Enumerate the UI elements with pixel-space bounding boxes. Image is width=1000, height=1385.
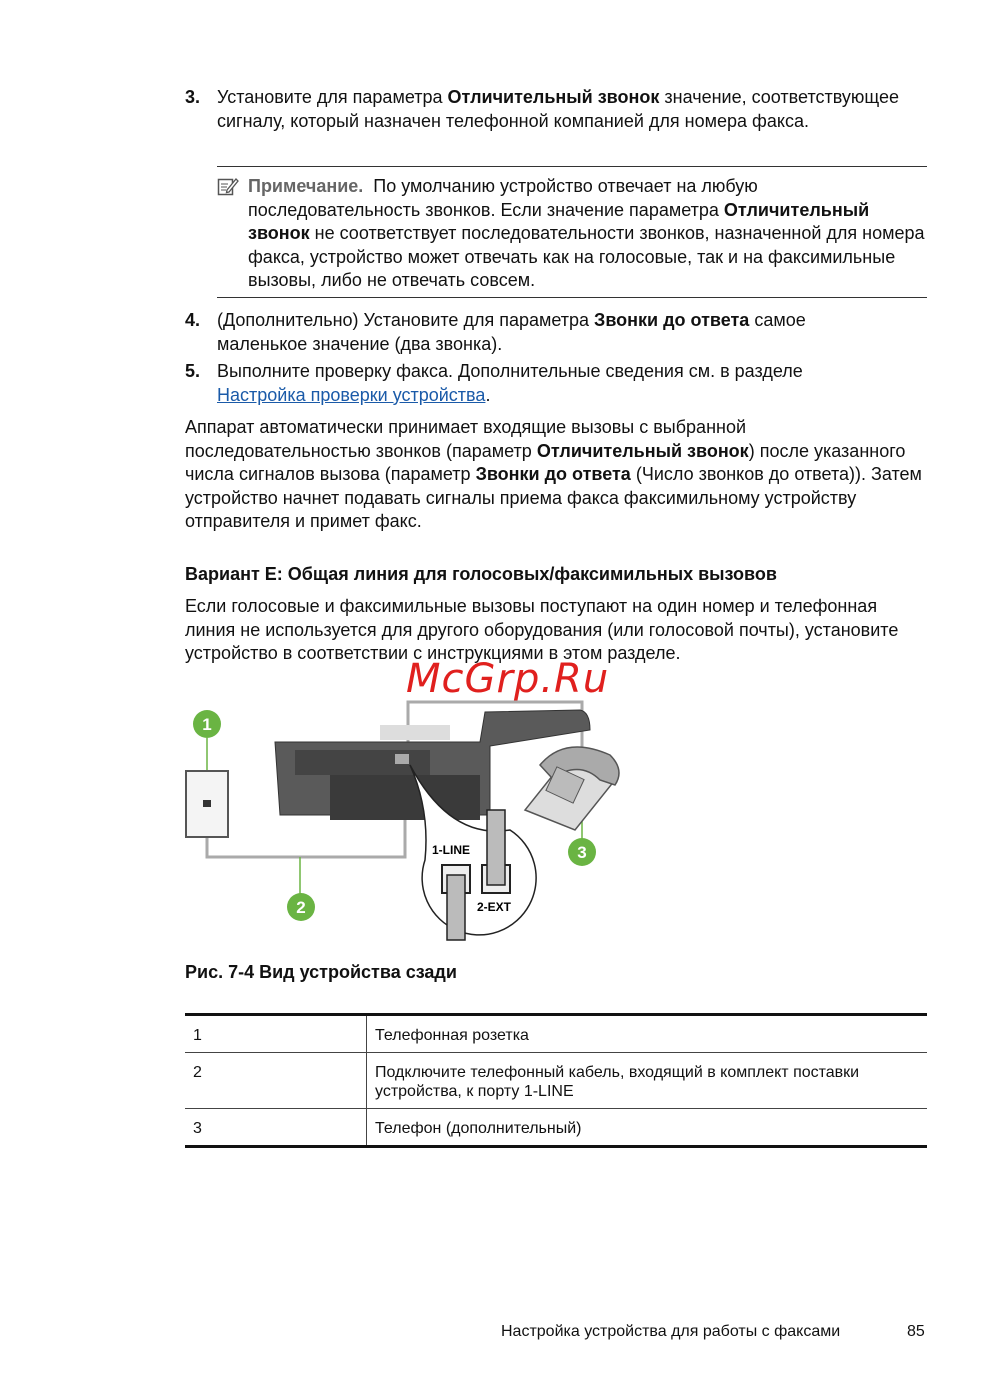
text: Выполните проверку факса. Дополнительные сведения см. в разделе [217,361,803,381]
figure-caption: Рис. 7-4 Вид устройства сзади [185,962,457,982]
callout-2: 2 [296,898,306,917]
step-number: 5. [185,361,201,381]
callout-1: 1 [202,715,212,734]
port-1-line-label: 1-LINE [432,843,471,857]
callout-legend-table [185,1013,927,1148]
note-bottom-divider [217,297,927,298]
note-pencil-icon [217,176,239,196]
text: значение, соответствующее сигналу, который назначен телефонной компанией для номера факса. [217,87,900,131]
setup-test-link[interactable]: Настройка проверки устройства [217,384,486,405]
text: По умолчанию устройство отвечает на любую последовательность звонков. Если значение параметра [248,176,763,220]
step-number: 3. [185,87,201,107]
step-number: 4. [185,310,201,330]
param-name: Отличительный звонок [536,440,749,461]
text: (Дополнительно) Установите для параметра [217,310,595,330]
telephone [525,747,619,830]
cell-description: Подключите телефонный кабель, входящий в комплект поставки устройства, к порту 1-LINE [367,1053,928,1109]
param-name: Отличительный звонок [248,199,870,243]
text: не соответствует последовательности звонков, назначенной для номера факса, устройство может отвечать как на голосовые, так и на факсимильные вызовы, либо не отвечать совсем. [248,223,925,290]
cell-number: 1 [185,1015,367,1053]
text: Аппарат автоматически принимает входящие вызовы с выбранной последовательностью звонков (параметр [185,417,747,461]
cell-description: Телефонная розетка [367,1015,928,1053]
cell-description: Телефон (дополнительный) [375,1120,582,1137]
table-row [185,1109,927,1147]
param-name: Звонки до ответа [594,310,750,330]
param-name: Звонки до ответа [475,464,631,484]
footer-section-title: Настройка устройства для работы с факсами [501,1323,841,1340]
paragraph-option-e: Если голосовые и факсимильные вызовы поступают на один номер и телефонная линия не используется для другого оборудования (или голосовой почты), установите устройство в соответствии с инструкциями в этом разделе. [185,596,899,663]
note-top-divider [217,166,927,167]
text: (Число звонков до ответа)). Затем устройство начнет подавать сигналы приема факса факсимильному устройству отправителя и примет факс. [185,464,922,531]
page-number: 85 [907,1323,925,1340]
note-text [248,175,928,293]
cell-number: 3 [185,1109,367,1147]
section-heading: Вариант E: Общая линия для голосовых/факсимильных вызовов [185,564,777,584]
text: ) после указанного числа сигналов вызова (параметр [185,440,906,484]
cell-number: 2 [185,1053,367,1109]
callout-3: 3 [577,843,587,862]
paragraph-auto-answer [185,416,930,534]
text: . [485,384,491,405]
text: Установите для параметра [217,87,448,107]
step-5-text [217,360,867,407]
port-2-ext-label: 2-EXT [477,900,512,914]
step-4-text [217,309,877,356]
text: самое маленькое значение (два звонка). [217,310,806,354]
watermark: McGrp.Ru [406,656,610,702]
rear-view-figure [180,690,640,945]
step-3-text [217,86,907,133]
table-row [185,1015,927,1053]
param-name: Отличительный звонок [447,87,660,107]
note-label: Примечание. [248,176,364,196]
table-row [185,1053,927,1109]
